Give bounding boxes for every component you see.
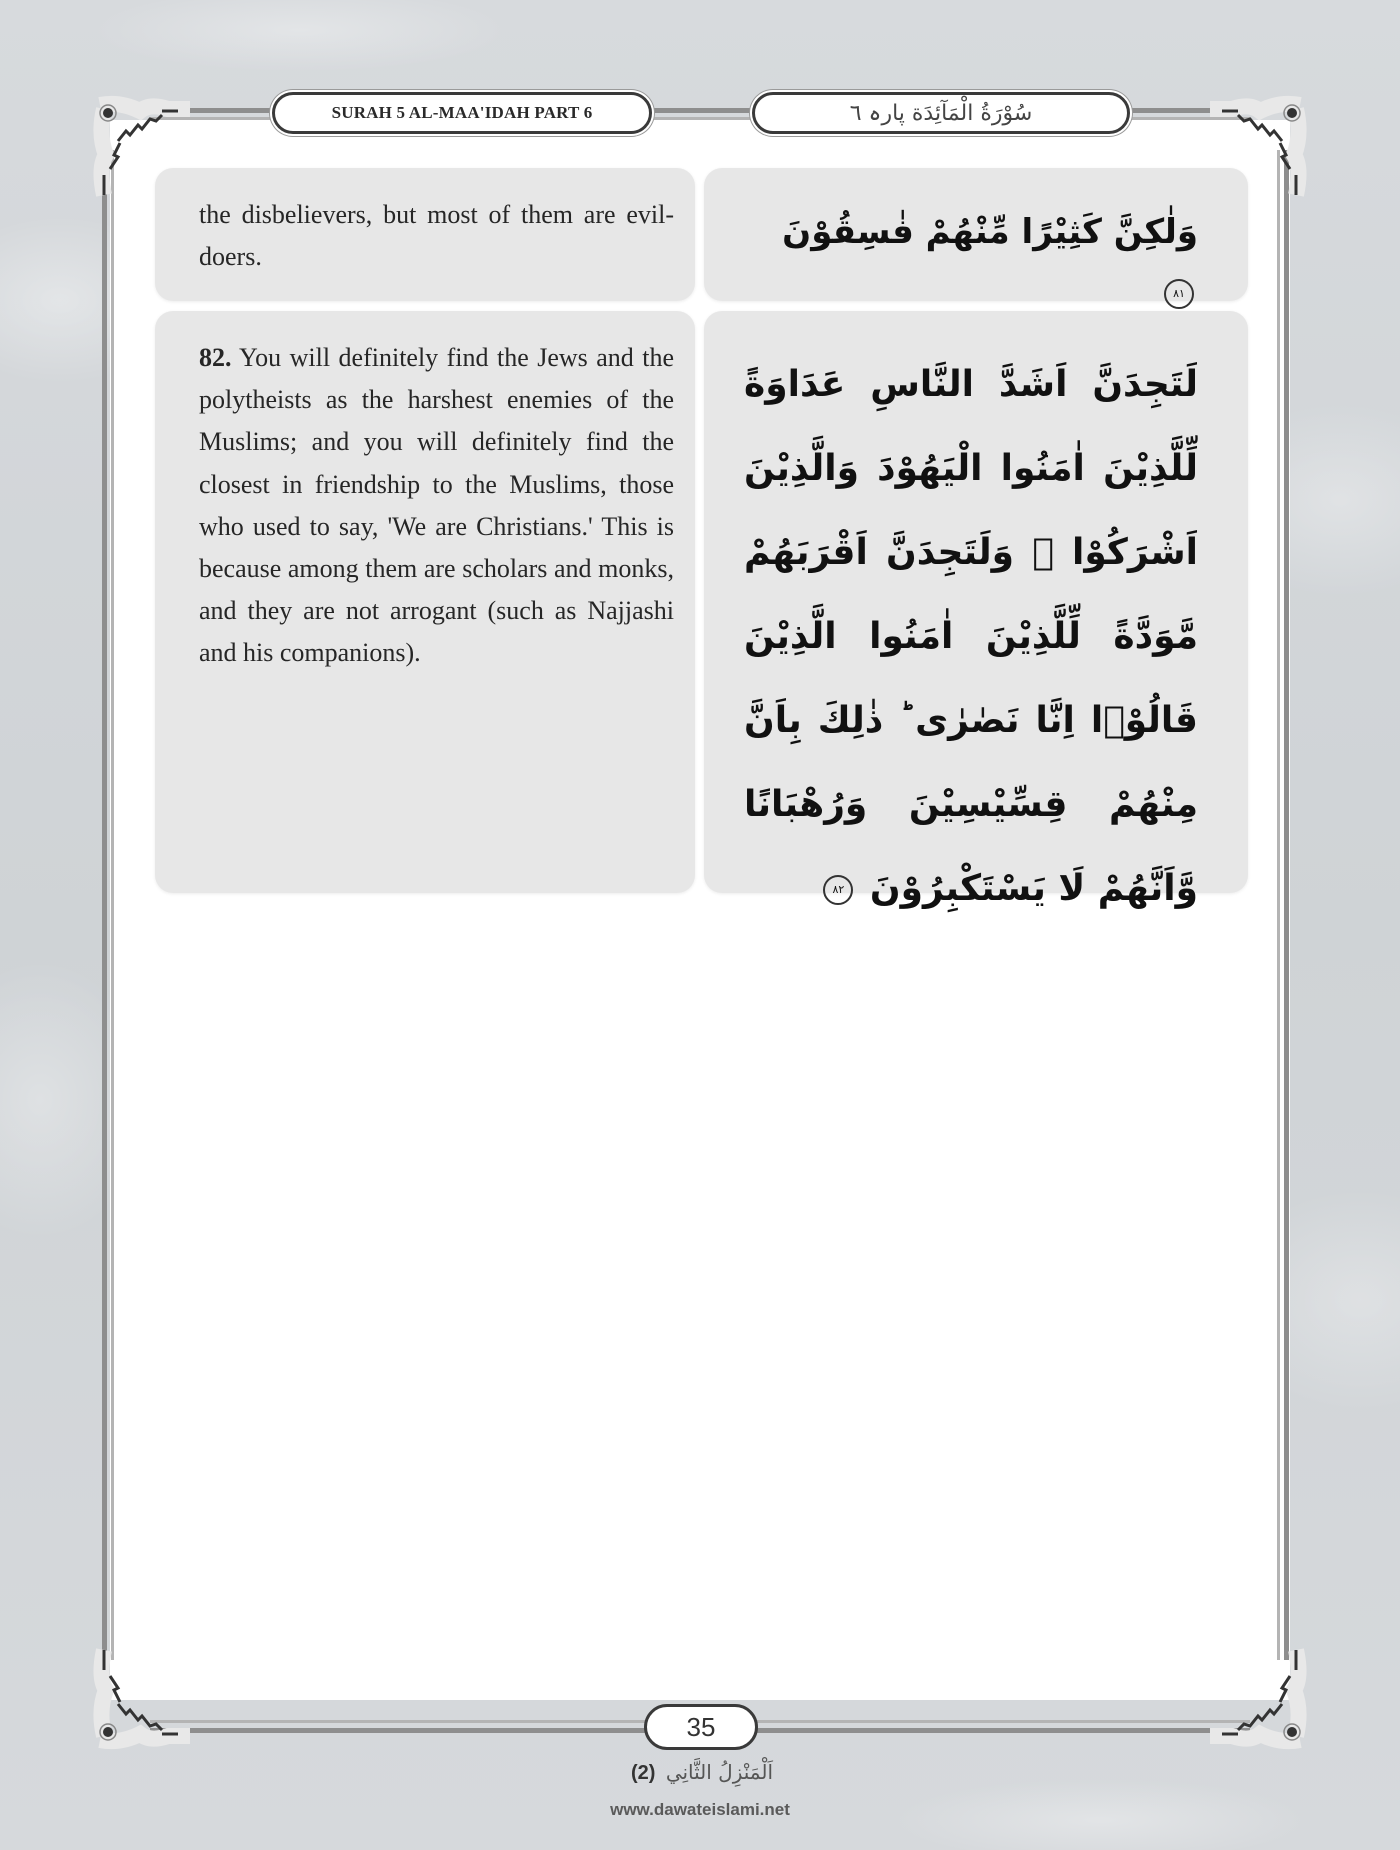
frame-border-right-inner xyxy=(1277,150,1280,1660)
translation-card xyxy=(155,168,695,301)
ayah-end-marker-icon: ٨٢ xyxy=(823,875,853,905)
verse-number: 82. xyxy=(199,343,232,372)
corner-ornament-icon xyxy=(90,1640,200,1750)
frame-border-left xyxy=(102,150,107,1660)
frame-border-right xyxy=(1284,150,1289,1660)
ayah-end-marker-icon: ٨١ xyxy=(1164,279,1194,309)
arabic-verse-text: وَلٰكِنَّ كَثِيْرًا مِّنْهُمْ فٰسِقُوْنَ ٨١ xyxy=(744,194,1208,322)
frame-border-left-inner xyxy=(111,150,114,1660)
corner-ornament-icon xyxy=(1200,1640,1310,1750)
manzil-number: (2) xyxy=(630,1762,656,1784)
surah-title-english: SURAH 5 AL-MAA'IDAH PART 6 xyxy=(272,92,652,134)
translation-text: the disbelievers, but most of them are evil-doers. xyxy=(199,200,674,272)
website-link[interactable]: www.dawateislami.net xyxy=(610,1800,790,1819)
manzil-label: اَلْمَنْزِلُ الثَّانِي (2) xyxy=(600,1760,800,1785)
surah-title-arabic: سُوْرَةُ الْمَآئِدَة پارہ ٦ xyxy=(752,92,1130,134)
arabic-verse-card xyxy=(704,311,1248,909)
translation-text: 82. You will definitely find the Jews and the polytheists as the harshest enemies of the Muslims; and you will definitely find the closest in friendship to the Muslims, those who used to say, 'We are Christians.' This is because among them are scholars and monks, and they are not arrogant (such as Najjashi and his companions). xyxy=(199,343,674,668)
arabic-verse-text: لَتَجِدَنَّ اَشَدَّ النَّاسِ عَدَاوَةً لِّلَّذِيْنَ اٰمَنُوا الْيَهُوْدَ وَالَّذِيْنَ اَشْرَكُوْا ۚ وَلَتَجِدَنَّ اَقْرَبَهُمْ مَّوَدَّةً لِّلَّذِيْنَ اٰمَنُوا الَّذِيْنَ قَالُوْۤا اِنَّا نَصٰرٰى ؕ ذٰلِكَ بِاَنَّ مِنْهُمْ قِسِّيْسِيْنَ وَرُهْبَانًا وَّاَنَّهُمْ لَا يَسْتَكْبِرُوْنَ ٨٢ xyxy=(744,364,1198,909)
translation-card xyxy=(155,311,695,893)
page-number: 35 xyxy=(644,1704,758,1750)
arabic-verse-card xyxy=(704,168,1248,301)
